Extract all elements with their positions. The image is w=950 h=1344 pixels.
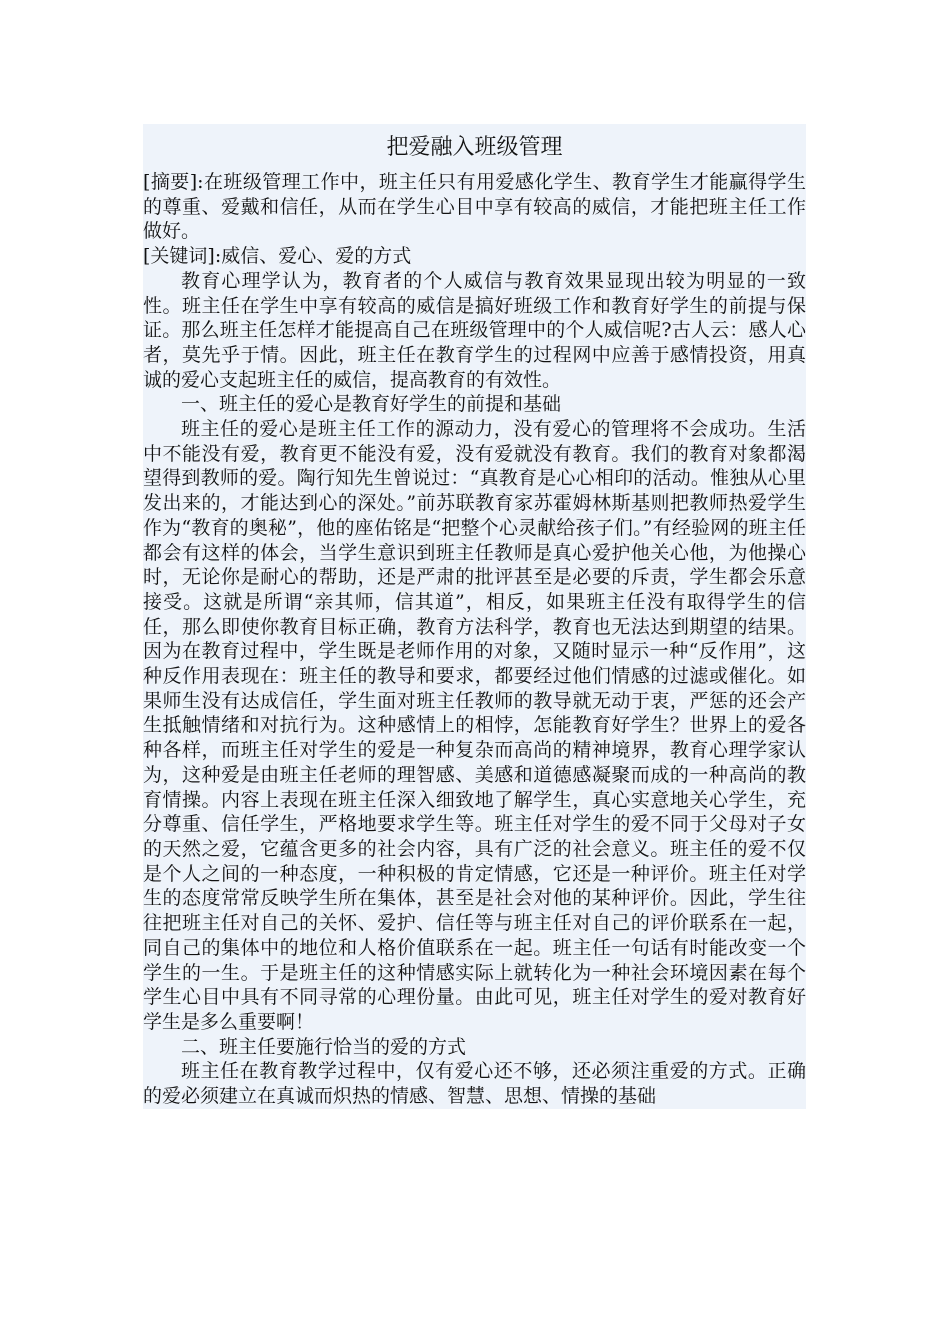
intro-paragraph: 教育心理学认为，教育者的个人威信与教育效果显现出较为明显的一致性。班主任在学生中享有较高的威信是搞好班级工作和教育好学生的前提与保证。那么班主任怎样才能提高自己在班级管理中的个人威信呢?古人云：感人心者，莫先乎于情。因此，班主任在教育学生的过程网中应善于感情投资，用真诚的爱心支起班主任的威信，提高教育的有效性。: [143, 269, 806, 391]
abstract-paragraph: [摘要]:在班级管理工作中，班主任只有用爱感化学生、教育学生才能赢得学生的尊重、爱戴和信任，从而在学生心目中享有较高的威信，才能把班主任工作做好。: [143, 171, 806, 243]
document-title: 把爱融入班级管理: [386, 135, 563, 160]
section1-heading: 一、班主任的爱心是教育好学生的前提和基础: [181, 393, 562, 416]
keywords-paragraph: [关键词]:威信、爱心、爱的方式: [143, 245, 412, 268]
section1-body: 班主任的爱心是班主任工作的源动力，没有爱心的管理将不会成功。生活中不能没有爱，教育更不能没有爱，没有爱就没有教育。我们的教育对象都渴望得到教师的爱。陶行知先生曾说过：“真教育是心心相印的活动。惟独从心里发出来的，才能达到心的深处。”前苏联教育家苏霍姆林斯基则把教师热爱学生作为“教育的奥秘”，他的座佑铭是“把整个心灵献给孩子们。”有经验网的班主任都会有这样的体会，当学生意识到班主任教师是真心爱护他关心他，为他操心时，无论你是耐心的帮助，还是严肃的批评甚至是必要的斥责，学生都会乐意接受。这就是所谓“亲其师，信其道”，相反，如果班主任没有取得学生的信任，那么即使你教育目标正确，教育方法科学，教育也无法达到期望的结果。因为在教育过程中，学生既是老师作用的对象，又随时显示一种“反作用”，这种反作用表现在：班主任的教导和要求，都要经过他们情感的过滤或催化。如果师生没有达成信任，学生面对班主任教师的教导就无动于衷，严惩的还会产生抵触情绪和对抗行为。这种感情上的相悖，怎能教育好学生？世界上的爱各种各样，而班主任对学生的爱是一种复杂而高尚的精神境界，教育心理学家认为，这种爱是由班主任老师的理智感、美感和道德感凝聚而成的一种高尚的教育情操。内容上表现在班主任深入细致地了解学生，真心实意地关心学生，充分尊重、信任学生，严格地要求学生等。班主任对学生的爱不同于父母对子女的天然之爱，它蕴含更多的社会内容，具有广泛的社会意义。班主任的爱不仅是个人之间的一种态度，一种积极的肯定情感，它还是一种评价。班主任对学生的态度常常反映学生所在集体，甚至是社会对他的某种评价。因此，学生往往把班主任对自己的关怀、爱护、信任等与班主任对自己的评价联系在一起，同自己的集体中的地位和人格价值联系在一起。班主任一句话有时能改变一个学生的一生。于是班主任的这种情感实际上就转化为一种社会环境因素在每个学生心目中具有不同寻常的心理份量。由此可见，班主任对学生的爱对教育好学生是多么重要啊！: [143, 418, 806, 1033]
section2-heading: 二、班主任要施行恰当的爱的方式: [181, 1035, 467, 1058]
section2-body: 班主任在教育教学过程中，仅有爱心还不够，还必须注重爱的方式。正确的爱必须建立在真诚而炽热的情感、智慧、思想、情操的基础: [143, 1060, 806, 1108]
document-page: [143, 124, 806, 1109]
